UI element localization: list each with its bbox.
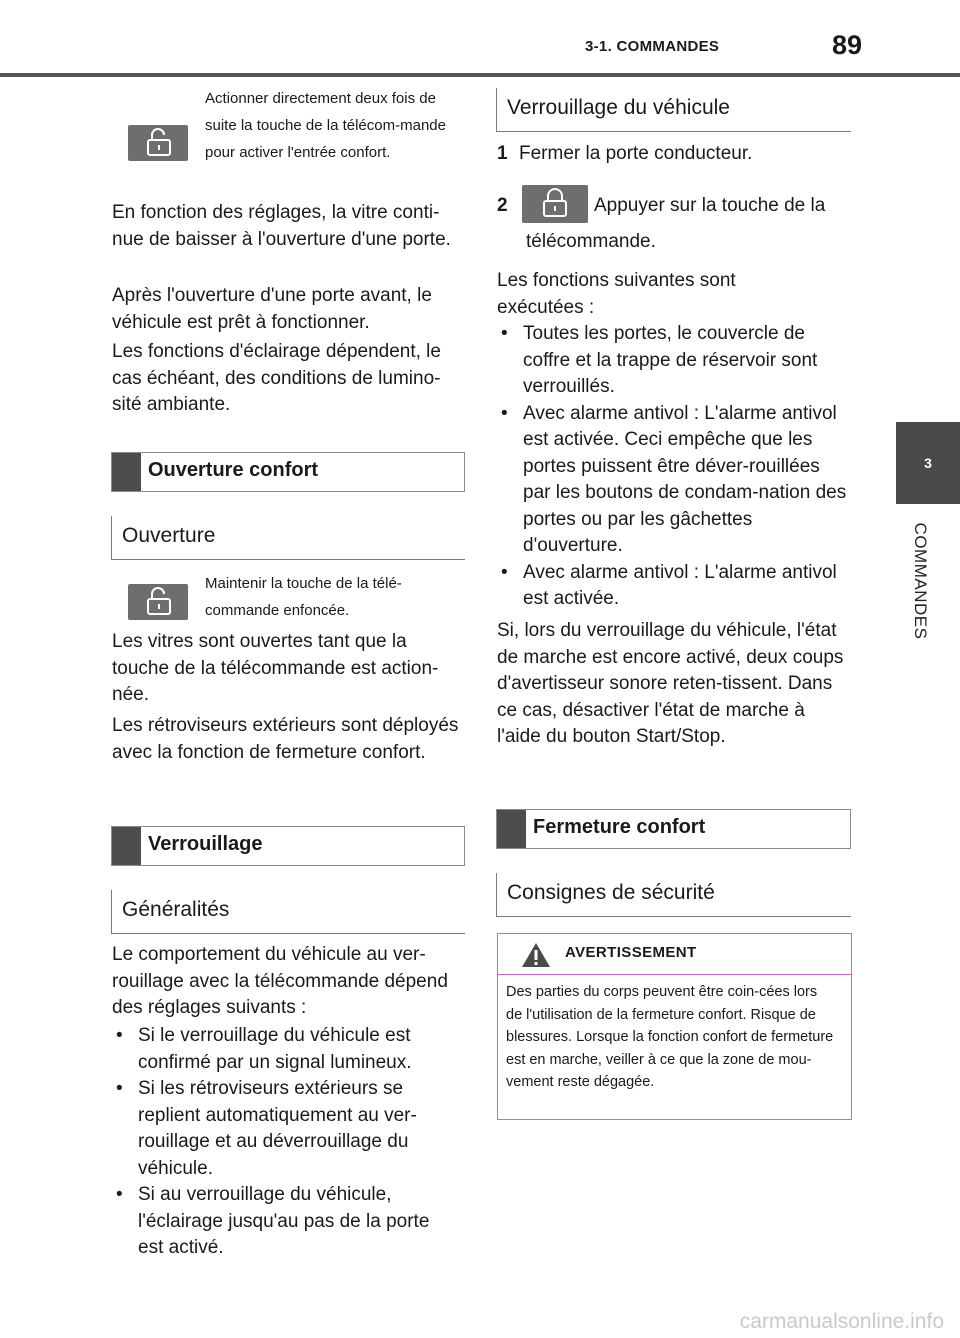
watermark: carmanualsonline.info — [739, 1310, 944, 1333]
step-1 — [497, 141, 849, 168]
list-item: • Avec alarme antivol : L'alarme antivol est activée. — [497, 560, 849, 613]
list-item: • Avec alarme antivol : L'alarme antivol est activée. Ceci empêche que les portes puissent être déver-rouillées par les boutons de condam-nation des portes ou par les gâchettes d'ouverture. — [497, 401, 849, 560]
step-text: Appuyer sur la touche de la — [594, 195, 826, 216]
section-title: Fermeture confort — [533, 816, 706, 838]
step-text-continued: télécommande. — [526, 231, 656, 252]
list-item: • Si le verrouillage du véhicule est confirmé par un signal lumineux. — [112, 1023, 448, 1076]
chapter-label — [888, 513, 952, 649]
padlock-open-icon — [128, 125, 188, 161]
paragraph: Le comportement du véhicule au ver-rouillage avec la télécommande dépend des réglages suivants : — [112, 944, 448, 1018]
subsection-header-vehicle-locking — [496, 88, 851, 132]
list-item: • Si les rétroviseurs extérieurs se replient automatiquement au ver-rouillage et au déverrouillage du véhicule. — [112, 1076, 448, 1182]
paragraph: Si, lors du verrouillage du véhicule, l'état de marche est encore activé, deux coups d'avertisseur sonore reten-tissent. Dans ce cas, désactiver l'état de marche à l'aide du bouton Start/Stop. — [497, 620, 844, 747]
section-bar — [112, 827, 141, 865]
paragraph: Les fonctions suivantes sont exécutées : — [497, 270, 736, 318]
step-number: 2 — [497, 195, 508, 216]
padlock-closed-icon — [522, 185, 588, 223]
executed-functions-list — [497, 321, 849, 613]
paragraph: Les vitres sont ouvertes tant que la touche de la télécommande est action-née. — [112, 631, 439, 705]
list-item: • Si au verrouillage du véhicule, l'éclairage jusqu'au pas de la porte est activé. — [112, 1182, 448, 1262]
step-text: Fermer la porte conducteur. — [519, 143, 753, 164]
section-bar — [112, 453, 141, 491]
header-rule — [0, 73, 960, 77]
subsection-title: Consignes de sécurité — [507, 881, 715, 904]
padlock-open-icon — [128, 584, 188, 620]
subsection-title: Ouverture — [122, 524, 216, 547]
key-note-hold: Maintenir la touche de la télé-commande enfoncée. — [205, 575, 402, 619]
page-number: 89 — [832, 30, 863, 60]
warning-text: Des parties du corps peuvent être coin-cées lors de l'utilisation de la fermeture confort. Risque de blessures. Lorsque la fonction confort de fermeture est en marche, veiller à ce que la zone de mou-vement reste dégagée. — [506, 984, 834, 1090]
section-heading: 3-1. COMMANDES — [585, 38, 720, 55]
subsection-header-general — [111, 890, 465, 934]
subsection-title: Verrouillage du véhicule — [507, 96, 730, 119]
section-header-locking — [111, 826, 465, 866]
section-title: Verrouillage — [148, 833, 263, 855]
paragraph: Les fonctions d'éclairage dépendent, le cas échéant, des conditions de lumino-sité ambiante. — [112, 341, 441, 415]
warning-triangle-icon — [521, 942, 551, 968]
paragraph: Les rétroviseurs extérieurs sont déployés avec la fonction de fermeture confort. — [112, 715, 459, 763]
warning-box — [497, 933, 852, 1120]
list-item: • Toutes les portes, le couvercle de coffre et la trappe de réservoir sont verrouillés. — [497, 321, 849, 401]
section-header-comfort-closing — [496, 809, 851, 849]
step-number: 1 — [497, 143, 508, 164]
paragraph: Après l'ouverture d'une porte avant, le véhicule est prêt à fonctionner. — [112, 285, 432, 333]
subsection-header-opening — [111, 516, 465, 560]
section-header-comfort-opening — [111, 452, 465, 492]
paragraph: En fonction des réglages, la vitre conti-nue de baisser à l'ouverture d'une porte. — [112, 202, 451, 250]
section-bar — [497, 810, 526, 848]
settings-list — [112, 1023, 448, 1262]
subsection-title: Généralités — [122, 898, 230, 921]
section-title: Ouverture confort — [148, 459, 319, 481]
warning-header — [498, 934, 851, 975]
chapter-label-text: COMMANDES — [911, 522, 930, 640]
key-note-comfort-entry: Actionner directement deux fois de suite la touche de la télécom-mande pour activer l'entrée confort. — [205, 90, 446, 161]
chapter-tab[interactable]: 3 — [896, 422, 960, 504]
warning-title: AVERTISSEMENT — [565, 944, 697, 961]
subsection-header-safety — [496, 873, 851, 917]
